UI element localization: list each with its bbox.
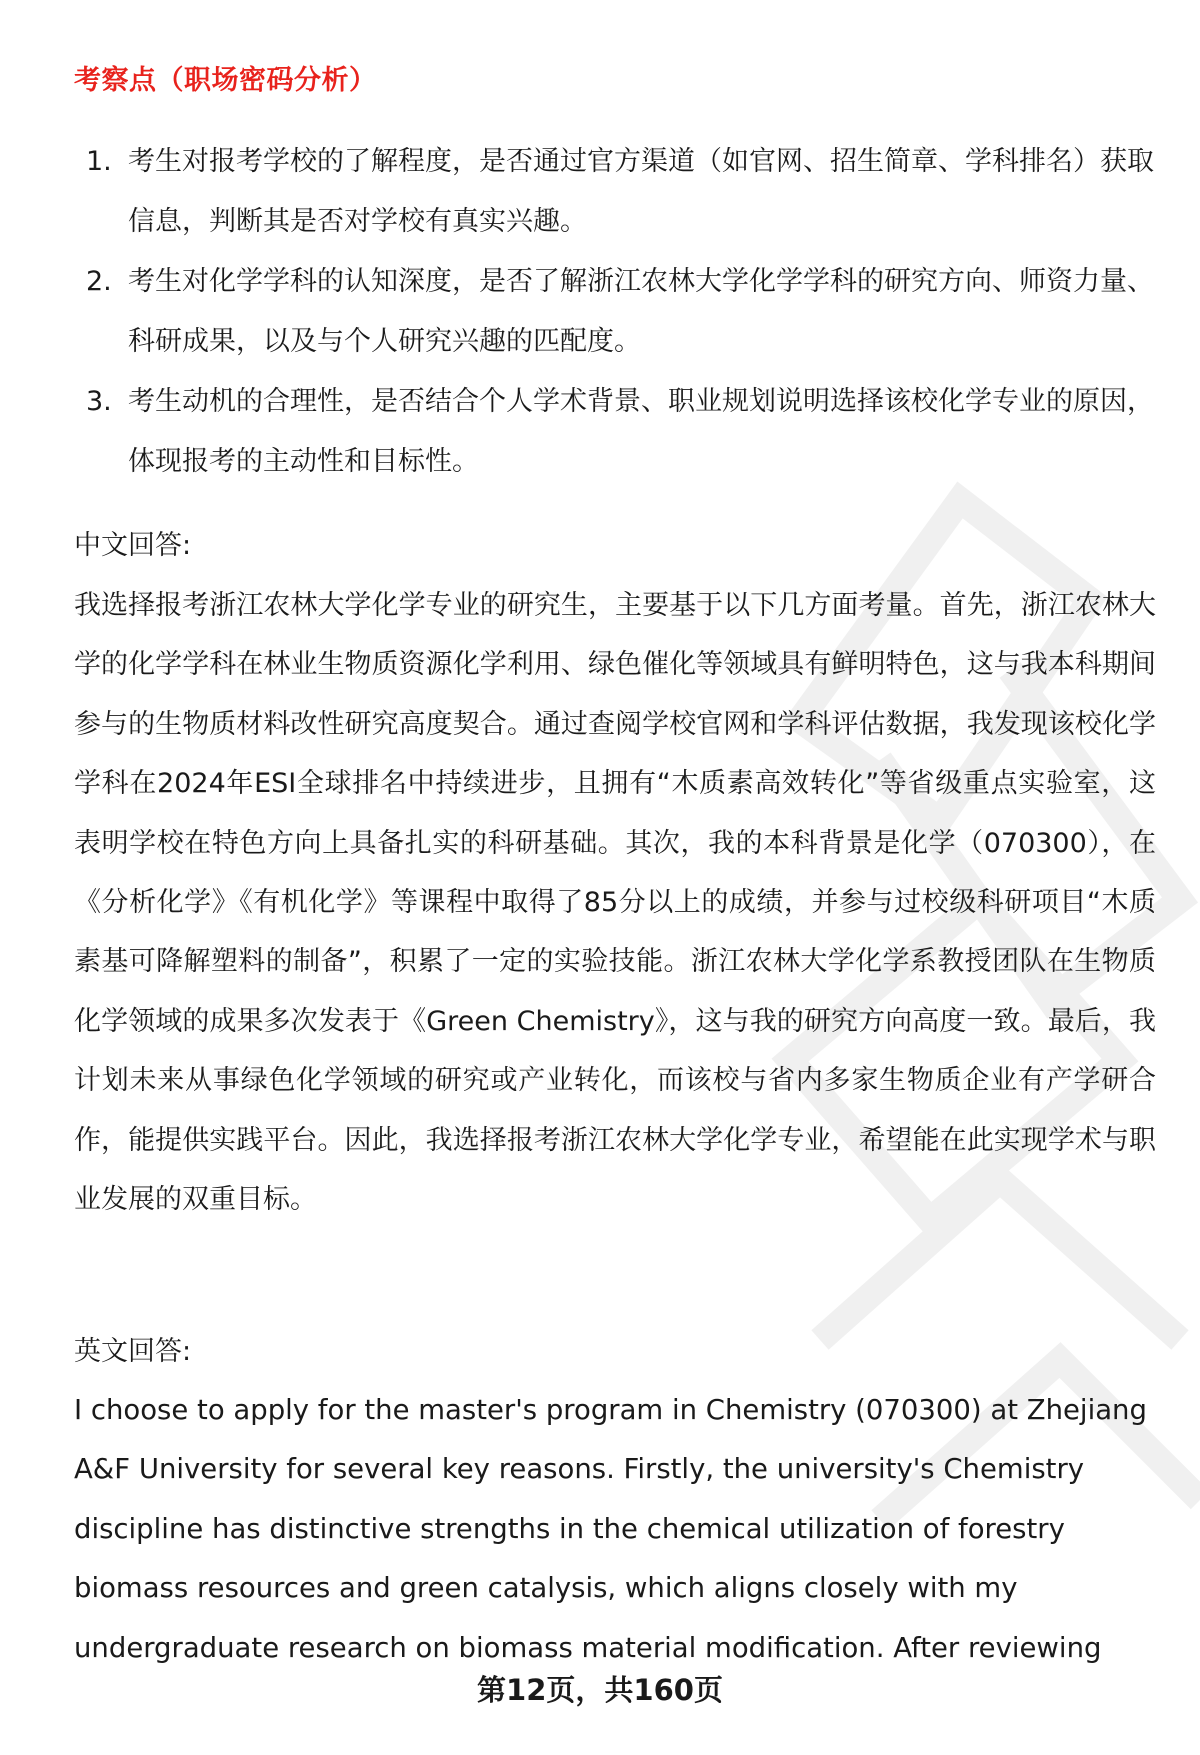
list-item (74, 252, 1154, 372)
list-item-text: 考生对报考学校的了解程度，是否通过官方渠道（如官网、招生简章、学科排名）获取信息，判断其是否对学校有真实兴趣。 (128, 146, 1154, 237)
list-item (74, 372, 1154, 492)
list-number: 3. (86, 386, 112, 417)
page-number-footer: 第12页，共160页 (477, 1673, 723, 1707)
list-item-text: 考生对化学学科的认知深度，是否了解浙江农林大学化学学科的研究方向、师资力量、科研成果，以及与个人研究兴趣的匹配度。 (128, 266, 1154, 357)
list-item-text: 考生动机的合理性，是否结合个人学术背景、职业规划说明选择该校化学专业的原因，体现报考的主动性和目标性。 (128, 386, 1154, 477)
list-item (74, 132, 1154, 252)
chinese-answer-paragraph: 我选择报考浙江农林大学化学专业的研究生，主要基于以下几方面考量。首先，浙江农林大学的化学学科在林业生物质资源化学利用、绿色催化等领域具有鲜明特色，这与我本科期间参与的生物质材料改性研究高度契合。通过查阅学校官网和学科评估数据，我发现该校化学学科在2024年ESI全球排名中持续进步，且拥有“木质素高效转化”等省级重点实验室，这表明学校在特色方向上具备扎实的科研基础。其次，我的本科背景是化学（070300），在《分析化学》《有机化学》等课程中取得了85分以上的成绩，并参与过校级科研项目“木质素基可降解塑料的制备”，积累了一定的实验技能。浙江农林大学化学系教授团队在生物质化学领域的成果多次发表于《Green Chemistry》，这与我的研究方向高度一致。最后，我计划未来从事绿色化学领域的研究或产业转化，而该校与省内多家生物质企业有产学研合作，能提供实践平台。因此，我选择报考浙江农林大学化学专业，希望能在此实现学术与职业发展的双重目标。 (74, 590, 1156, 1216)
english-answer-heading: 英文回答: (74, 1336, 192, 1367)
list-number: 1. (86, 146, 112, 177)
chinese-answer-heading: 中文回答: (74, 530, 192, 561)
section-title: 考察点（职场密码分析） (74, 65, 377, 96)
assessment-points-list (74, 132, 1154, 492)
list-number: 2. (86, 266, 112, 297)
english-answer-paragraph: I choose to apply for the master's program in Chemistry (070300) at Zhejiang A&F University for several key reasons. Firstly, the university's Chemistry discipline has distinctive strengths in the chemical utilization of forestry biomass resources and green catalysis, which aligns closely with my undergraduate research on biomass material modification. After reviewing (74, 1394, 1147, 1664)
